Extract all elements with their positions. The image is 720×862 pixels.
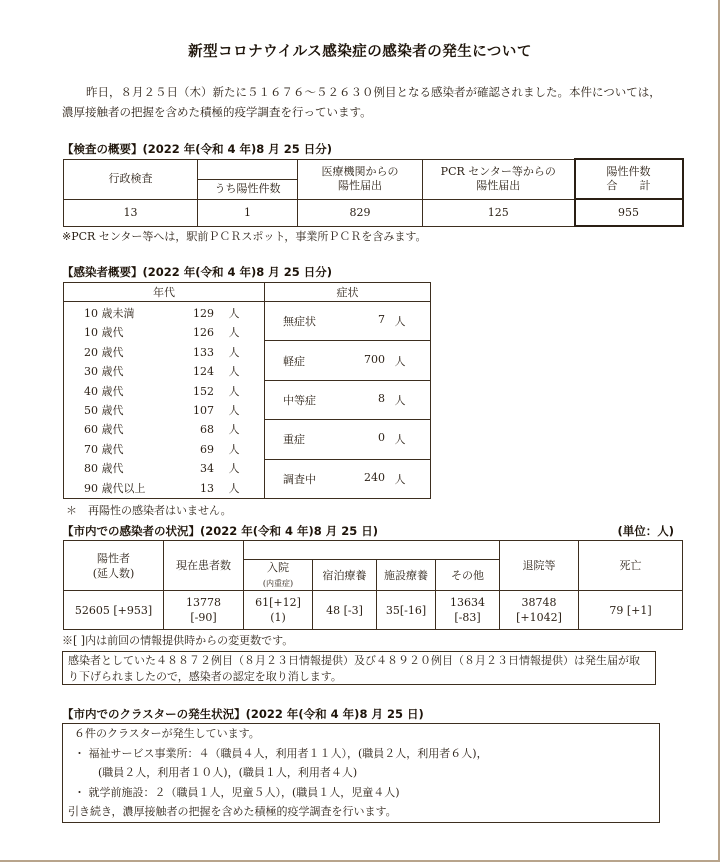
age-row	[64, 440, 264, 459]
symptom-row	[265, 313, 430, 329]
value-other-line1: 13634	[450, 596, 485, 609]
header-pcr	[423, 159, 575, 199]
age-label: 50 歳代	[84, 403, 124, 417]
age-row	[64, 362, 264, 381]
symptom-cell	[265, 380, 431, 419]
overview-heading: 【感染者概要】(2022 年(令和 4 年)8 月 25 日分)	[62, 265, 333, 279]
symptom-cell	[265, 341, 431, 380]
header-total-line1: 陽性件数	[606, 165, 651, 178]
intro-text: 昨日，８月２５日（木）新たに５１６７６～５２６３０例目となる感染者が確認されました。本件については，濃厚接触者の把握を含めた積極的疫学調査を行っています。	[62, 85, 661, 119]
age-unit: 人	[228, 403, 240, 417]
age-label: 70 歳代	[84, 442, 124, 456]
symptom-count: 240	[364, 470, 385, 484]
age-row	[64, 401, 264, 420]
value-current	[164, 591, 244, 630]
header-current: 現在患者数	[164, 541, 244, 591]
value-discharged-line1: 38748	[521, 596, 557, 609]
symptom-label: 重症	[283, 433, 305, 447]
header-medical-line2: 陽性届出	[338, 179, 382, 192]
header-positive	[64, 541, 164, 591]
value-hotel: 48 [-3]	[313, 591, 377, 630]
symptom-count: 7	[378, 313, 385, 327]
symptom-unit: 人	[394, 354, 406, 368]
inspection-heading: 【検査の概要】(2022 年(令和 4 年)8 月 25 日分)	[62, 142, 333, 156]
header-other: その他	[436, 560, 500, 591]
symptom-cell	[265, 302, 431, 341]
age-unit: 人	[228, 423, 240, 437]
age-count: 13	[200, 481, 214, 495]
header-hospital-label: 入院	[267, 561, 289, 574]
header-positive-line2: (延人数)	[92, 566, 135, 580]
value-hospital	[244, 591, 313, 630]
header-discharged: 退院等	[500, 541, 579, 591]
age-unit: 人	[228, 462, 240, 476]
overview-note: ＊ 再陽性の感染者はいません。	[66, 504, 232, 517]
header-hospital	[244, 560, 313, 591]
value-hospital-line2: (1)	[270, 611, 286, 624]
value-admin-positive: 1	[198, 199, 298, 226]
age-unit: 人	[228, 307, 240, 320]
symptom-unit: 人	[394, 393, 406, 407]
header-hotel: 宿泊療養	[313, 560, 377, 591]
age-unit: 人	[228, 384, 240, 398]
age-row	[64, 343, 264, 362]
age-label: 10 歳代	[84, 326, 124, 340]
age-label: 20 歳代	[84, 345, 124, 359]
age-count: 107	[193, 403, 214, 417]
age-row	[64, 479, 264, 498]
age-row	[64, 459, 264, 478]
header-facility: 施設療養	[377, 560, 436, 591]
age-row	[64, 382, 264, 401]
inspection-table	[63, 158, 684, 227]
header-medical-line1: 医療機関からの	[321, 165, 399, 178]
symptom-count: 0	[378, 431, 385, 445]
header-hospital-sub: (内重症)	[262, 579, 294, 588]
symptom-cell	[265, 459, 431, 498]
overview-table	[63, 282, 431, 499]
age-unit: 人	[228, 365, 240, 379]
header-positive-line1: 陽性者	[97, 551, 130, 565]
value-total: 955	[575, 199, 683, 226]
value-admin-test: 13	[64, 199, 198, 226]
value-facility: 35[-16]	[377, 591, 436, 630]
age-count: 69	[200, 442, 214, 456]
age-row	[64, 304, 264, 323]
value-medical: 829	[298, 199, 423, 226]
cluster-line: 引き続き，濃厚接触者の把握を含めた積極的疫学調査を行います。	[68, 805, 397, 818]
age-count: 129	[193, 307, 214, 320]
header-pcr-line2: 陽性届出	[476, 179, 521, 192]
symptom-row	[265, 471, 430, 487]
header-total-line2: 合 計	[606, 179, 651, 192]
header-death: 死亡	[579, 541, 683, 591]
symptom-unit: 人	[394, 433, 406, 447]
age-count: 124	[193, 365, 214, 379]
value-discharged-line2: [+1042]	[516, 611, 562, 624]
symptom-unit: 人	[394, 472, 406, 486]
cluster-heading: 【市内でのクラスターの発生状況】(2022 年(令和 4 年)8 月 25 日)	[62, 707, 424, 721]
value-current-line1: 13778	[186, 596, 221, 609]
header-pcr-line1: PCR センター等からの	[440, 165, 556, 178]
age-label: 40 歳代	[84, 384, 124, 398]
symptom-label: 軽症	[283, 354, 305, 368]
header-medical	[298, 159, 423, 199]
header-admin-test: 行政検査	[64, 159, 198, 199]
value-current-line2: [-90]	[190, 611, 217, 624]
age-row	[64, 420, 264, 439]
cluster-box	[62, 723, 660, 823]
value-hospital-line1: 61[+12]	[255, 596, 301, 609]
age-row	[64, 323, 264, 342]
cluster-line: ・ 福祉サービス事業所：４（職員４人，利用者１１人），(職員２人，利用者６人)，	[74, 746, 488, 760]
symptom-label: 無症状	[283, 315, 316, 329]
inspection-note: ※PCR センター等へは，駅前ＰＣＲスポット，事業所ＰＣＲを含みます。	[62, 230, 427, 243]
age-label: 10 歳未満	[84, 307, 135, 320]
symptom-count: 700	[364, 352, 385, 366]
value-other-line2: [-83]	[454, 611, 481, 624]
symptom-unit: 人	[394, 315, 406, 329]
age-unit: 人	[228, 345, 240, 359]
city-status-note: ※[ ]内は前回の情報提供時からの変更数です。	[62, 634, 294, 647]
retraction-notice: 感染者としていた４８８７２例目（８月２３日情報提供）及び４８９２０例目（８月２３日情報提供）は発生届が取り下げられましたので，感染者の認定を取り消します。	[62, 651, 656, 685]
symptom-label: 調査中	[283, 472, 316, 486]
age-unit: 人	[228, 442, 240, 456]
symptom-header: 症状	[265, 283, 431, 302]
page-title: 新型コロナウイルス感染症の感染者の発生について	[188, 44, 532, 60]
value-pcr: 125	[423, 199, 575, 226]
symptom-count: 8	[378, 391, 385, 405]
cluster-line: ６件のクラスターが発生しています。	[74, 727, 260, 740]
age-count: 152	[193, 384, 214, 398]
city-status-heading: 【市内での感染者の状況】(2022 年(令和 4 年)8 月 25 日)	[62, 524, 379, 538]
age-unit: 人	[228, 481, 240, 495]
value-positive: 52605 [+953]	[64, 591, 164, 630]
value-discharged	[500, 591, 579, 630]
header-total	[575, 159, 683, 199]
header-current-breakdown	[244, 541, 500, 560]
symptom-row	[265, 392, 430, 408]
age-label: 60 歳代	[84, 423, 124, 437]
cluster-line: (職員２人，利用者１０人)，(職員１人，利用者４人)	[98, 766, 358, 779]
age-count: 126	[193, 326, 214, 340]
symptom-row	[265, 353, 430, 369]
symptom-cell	[265, 420, 431, 459]
age-label: 90 歳代以上	[84, 481, 146, 495]
age-label: 80 歳代	[84, 462, 124, 476]
age-list	[64, 302, 265, 499]
age-header: 年代	[64, 283, 265, 302]
unit-label: (単位：人)	[617, 524, 674, 538]
header-admin-positive: うち陽性件数	[198, 179, 298, 199]
header-blank	[198, 159, 298, 179]
age-count: 34	[200, 462, 214, 476]
age-count: 68	[200, 423, 214, 437]
city-status-table	[63, 540, 683, 630]
age-label: 30 歳代	[84, 365, 124, 379]
age-unit: 人	[228, 326, 240, 340]
symptom-label: 中等症	[283, 393, 316, 407]
value-death: 79 [+1]	[579, 591, 683, 630]
cluster-line: ・ 就学前施設：２（職員１人，児童５人），(職員１人，児童４人)	[74, 785, 400, 799]
symptom-row	[265, 431, 430, 447]
intro-paragraph	[62, 82, 662, 122]
age-count: 133	[193, 345, 214, 359]
value-other	[436, 591, 500, 630]
